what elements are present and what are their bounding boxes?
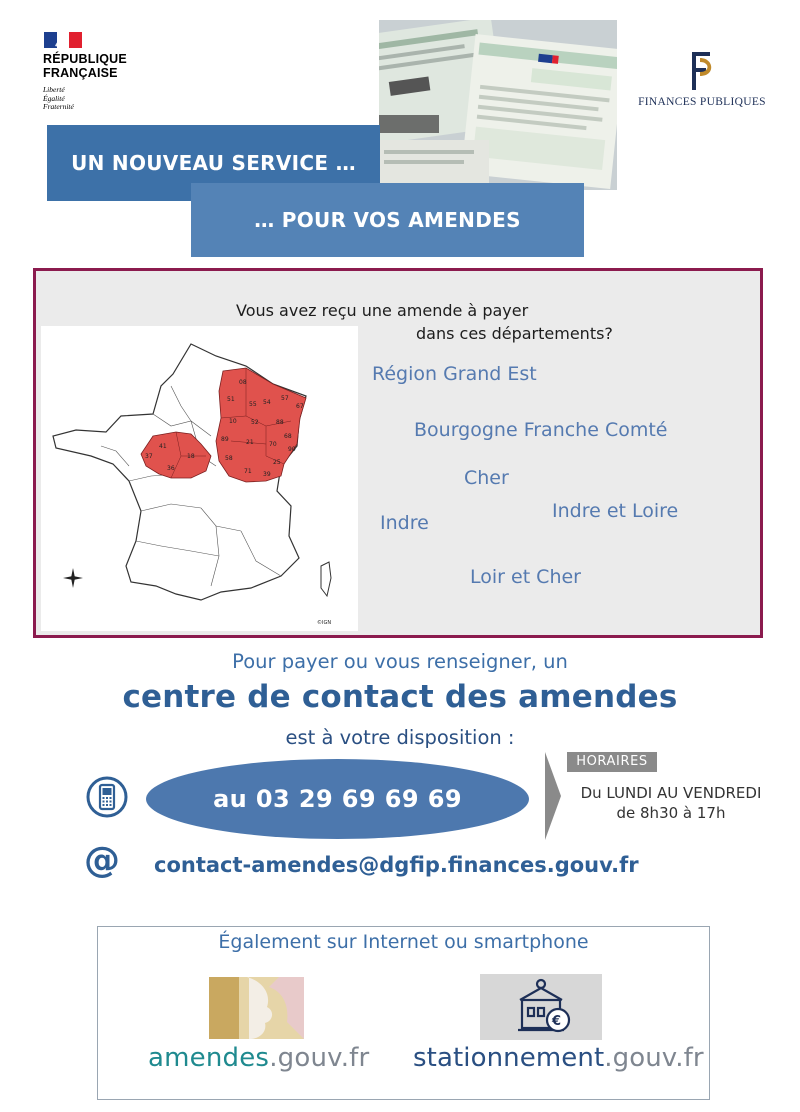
- map-credit: ©IGN: [317, 620, 332, 626]
- department-number-57: 57: [281, 395, 289, 402]
- department-number-71: 71: [244, 468, 252, 475]
- region-cher: Cher: [464, 467, 509, 489]
- department-number-67: 67: [296, 403, 304, 410]
- department-number-39: 39: [263, 471, 271, 478]
- online-services-title: Également sur Internet ou smartphone: [218, 931, 589, 953]
- banner-line2-text: … POUR VOS AMENDES: [254, 208, 521, 232]
- contact-center-title: centre de contact des amendes: [122, 679, 678, 715]
- region-bourgogne-franche-comte: Bourgogne Franche Comté: [414, 419, 668, 441]
- amendes-link-main[interactable]: amendes: [148, 1043, 270, 1073]
- stationnement-link-suffix[interactable]: .gouv.fr: [604, 1043, 704, 1073]
- online-services-box: [97, 926, 710, 1100]
- fp-monogram-icon: [680, 48, 720, 94]
- hours-time: de 8h30 à 17h: [616, 804, 726, 822]
- department-number-89: 89: [221, 436, 229, 443]
- question-line1: Vous avez reçu une amende à payer: [236, 301, 529, 320]
- finances-publiques-logo: [626, 48, 776, 118]
- region-grand-est: Région Grand Est: [372, 363, 537, 385]
- motto-liberte: Liberté: [43, 85, 65, 94]
- rf-title-line1: RÉPUBLIQUE: [43, 52, 127, 66]
- stationnement-link-main[interactable]: stationnement: [413, 1043, 605, 1073]
- amendes-gouv-link[interactable]: [148, 1043, 369, 1073]
- region-indre-et-loire: Indre et Loire: [552, 500, 679, 522]
- city-hall-euro-icon: [480, 974, 602, 1040]
- department-number-68: 68: [284, 433, 292, 440]
- region-loir-et-cher: Loir et Cher: [470, 566, 581, 588]
- department-number-25: 25: [273, 459, 281, 466]
- department-number-51: 51: [227, 396, 235, 403]
- banner-line1-text: UN NOUVEAU SERVICE …: [71, 151, 356, 175]
- departments-panel: [33, 268, 763, 638]
- france-map: [41, 326, 358, 631]
- department-number-54: 54: [263, 399, 271, 406]
- contact-email-link[interactable]: contact-amendes@dgfip.finances.gouv.fr: [154, 853, 639, 877]
- amendes-link-suffix[interactable]: .gouv.fr: [269, 1043, 370, 1073]
- department-number-52: 52: [251, 419, 259, 426]
- svg-text:€: €: [552, 1014, 562, 1029]
- motto-fraternite: Fraternité: [43, 102, 74, 111]
- contact-subtitle: est à votre disposition :: [285, 726, 515, 749]
- department-number-08: 08: [239, 379, 247, 386]
- stationnement-gouv-link[interactable]: [413, 1043, 704, 1073]
- department-number-18: 18: [187, 453, 195, 460]
- department-number-37: 37: [145, 453, 153, 460]
- department-number-41: 41: [159, 443, 167, 450]
- at-icon: @: [84, 840, 120, 881]
- marianne-profile-image: [209, 977, 304, 1039]
- region-indre: Indre: [380, 512, 429, 534]
- hours-tag: HORAIRES: [567, 752, 657, 772]
- rf-motto: [43, 86, 74, 112]
- compass-rose-icon: [63, 568, 83, 588]
- department-number-55: 55: [249, 401, 257, 408]
- french-flag-icon: [44, 32, 82, 48]
- department-number-21: 21: [246, 439, 254, 446]
- department-number-36: 36: [167, 465, 175, 472]
- republique-francaise-logo: [36, 22, 148, 114]
- banner-for-fines: [191, 183, 584, 257]
- contact-intro: Pour payer ou vous renseigner, un: [232, 650, 568, 673]
- rf-title-line2: FRANÇAISE: [43, 66, 118, 80]
- department-number-10: 10: [229, 418, 237, 425]
- question-line2: dans ces départements?: [416, 324, 613, 343]
- motto-egalite: Égalité: [43, 93, 65, 103]
- phone-number-oval[interactable]: [146, 759, 529, 839]
- hours-days: Du LUNDI AU VENDREDI: [580, 784, 762, 802]
- department-number-58: 58: [225, 455, 233, 462]
- rf-title: [43, 52, 127, 80]
- fp-logo-text: FINANCES PUBLIQUES: [638, 96, 766, 108]
- department-number-90: 90: [288, 446, 296, 453]
- phone-icon: [86, 776, 128, 818]
- phone-number[interactable]: au 03 29 69 69 69: [213, 785, 462, 813]
- grand-est-bfc-region: [216, 368, 306, 482]
- fines-notices-photo: [379, 20, 617, 190]
- department-number-88: 88: [276, 419, 284, 426]
- department-number-70: 70: [269, 441, 277, 448]
